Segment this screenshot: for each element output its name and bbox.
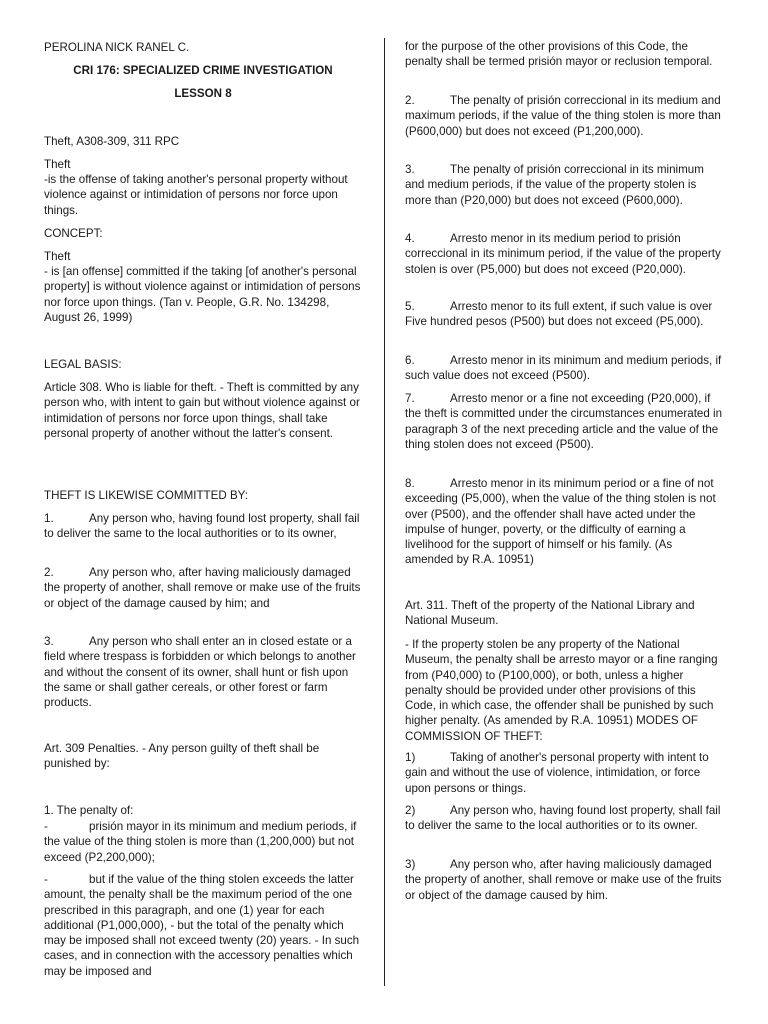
list-item <box>405 162 723 208</box>
concept-term: Theft <box>44 250 71 263</box>
likewise-heading: THEFT IS LIKEWISE COMMITTED BY: <box>44 489 248 502</box>
list-item <box>405 857 723 903</box>
definition-term: Theft <box>44 158 71 171</box>
list-number: 2. <box>44 566 54 579</box>
list-item <box>44 634 362 710</box>
list-item <box>405 391 723 452</box>
course-title: CRI 176: SPECIALIZED CRIME INVESTIGATION <box>73 64 333 77</box>
list-text: Any person who, having found lost property, shall fail to deliver the same to the local authorities or to its owner. <box>405 804 721 833</box>
list-text: The penalty of prisión correccional in its minimum and medium periods, if the value of the property stolen is more than (P20,000) but does not exceed (P600,000). <box>405 163 704 207</box>
penalty-1-label: 1. The penalty of: <box>44 804 134 817</box>
list-text: The penalty of prisión correccional in its medium and maximum periods, if the value of the thing stolen is more than (P600,000) but does not exceed (P1,200,000). <box>405 94 721 138</box>
topic-line: Theft, A308-309, 311 RPC <box>44 135 180 148</box>
list-item <box>44 872 362 979</box>
article-311-text: - If the property stolen be any property of the National Museum, the penalty shall be arresto mayor or a fine ranging from (P40,000) to (P100,000), or both, unless a higher penalty should be provided under other provisions of this Code, in which case, the offender shall be punished by such higher penalty. (As amended by R.A. 10951) MODES OF COMMISSION OF THEFT: <box>405 638 718 743</box>
list-number: 7. <box>405 392 415 405</box>
list-number: 1) <box>405 751 416 764</box>
continuation-text: for the purpose of the other provisions of this Code, the penalty shall be termed prisión mayor or reclusion temporal. <box>405 40 713 69</box>
list-text: Any person who, having found lost property, shall fail to deliver the same to the local authorities or to its owner, <box>44 512 360 541</box>
list-number: 3) <box>405 858 416 871</box>
list-text: Arresto menor in its minimum and medium periods, if such value does not exceed (P500). <box>405 354 722 383</box>
article-308-text: Article 308. Who is liable for theft. - Theft is committed by any person who, with intent to gain but without violence against or intimidation of persons nor force upon things, shall take personal property of another without the latter's consent. <box>44 381 360 440</box>
list-number: 8. <box>405 477 415 490</box>
list-item <box>44 565 362 611</box>
list-item <box>405 353 723 384</box>
list-item <box>405 803 723 834</box>
article-309-text: Art. 309 Penalties. - Any person guilty of theft shall be punished by: <box>44 742 320 771</box>
list-bullet: - <box>44 820 48 833</box>
list-number: 3. <box>405 163 415 176</box>
definition-text: -is the offense of taking another's personal property without violence against or intimidation of persons nor force upon things. <box>44 173 348 217</box>
list-text: Taking of another's personal property with intent to gain and without the use of violence, intimidation, or force upon persons or things. <box>405 751 709 795</box>
author-name: PEROLINA NICK RANEL C. <box>44 41 190 54</box>
list-text: Any person who shall enter an in closed estate or a field where trespass is forbidden or which belongs to another and without the consent of its owner, shall hunt or fish upon the same or shall gather cereals, or other forest or farm products. <box>44 635 356 710</box>
list-number: 3. <box>44 635 54 648</box>
list-text: Arresto menor in its minimum period or a fine of not exceeding (P5,000), when the value of the thing stolen is not over (P500), and the offender shall have acted under the impulse of hunger, poverty, or the difficulty of earning a livelihood for the support of himself or his family. (As amended by R.A. 10951) <box>405 477 716 567</box>
list-item <box>44 511 362 542</box>
article-311-title: Art. 311. Theft of the property of the National Library and National Museum. <box>405 599 695 628</box>
list-text: Any person who, after having maliciously damaged the property of another, shall remove or make use of the fruits or object of the damage caused by him. <box>405 858 722 902</box>
list-text: prisión mayor in its minimum and medium periods, if the value of the thing stolen is more than (1,200,000) but not exceed (P2,200,000); <box>44 820 357 864</box>
list-number: 2. <box>405 94 415 107</box>
list-item <box>405 299 723 330</box>
list-text: Arresto menor to its full extent, if such value is over Five hundred pesos (P500) but does not exceed (P5,000). <box>405 300 713 329</box>
list-item <box>405 93 723 139</box>
list-number: 2) <box>405 804 416 817</box>
list-item <box>44 819 362 865</box>
list-text: Any person who, after having maliciously damaged the property of another, shall remove or make use of the fruits or object of the damage caused by him; and <box>44 566 361 610</box>
list-number: 4. <box>405 232 415 245</box>
list-bullet: - <box>44 873 48 886</box>
lesson-title: LESSON 8 <box>174 87 232 100</box>
list-number: 5. <box>405 300 415 313</box>
list-item <box>405 750 723 796</box>
legal-basis-heading: LEGAL BASIS: <box>44 358 122 371</box>
list-number: 6. <box>405 354 415 367</box>
list-item <box>405 231 723 277</box>
list-text: but if the value of the thing stolen exceeds the latter amount, the penalty shall be the maximum period of the one prescribed in this paragraph, and one (1) year for each additional (P1,000,000), - but the total of the penalty which may be imposed shall not exceed twenty (20) years. - In such cases, and in connection with the accessory penalties which may be imposed and <box>44 873 360 978</box>
concept-text: - is [an offense] committed if the taking [of another's personal property] is without violence against or intimidation of persons nor force upon things. (Tan v. People, G.R. No. 134298, August 26, 1999) <box>44 265 361 324</box>
list-item <box>405 476 723 568</box>
list-text: Arresto menor in its medium period to prisión correccional in its minimum period, if the value of the property stolen is over (P5,000) but does not exceed (P20,000). <box>405 232 721 276</box>
concept-heading: CONCEPT: <box>44 227 103 240</box>
column-divider <box>384 38 385 986</box>
list-number: 1. <box>44 512 54 525</box>
list-text: Arresto menor or a fine not exceeding (P20,000), if the theft is committed under the circumstances enumerated in paragraph 3 of the next preceding article and the value of the thing stolen does not exceed (P500). <box>405 392 723 451</box>
